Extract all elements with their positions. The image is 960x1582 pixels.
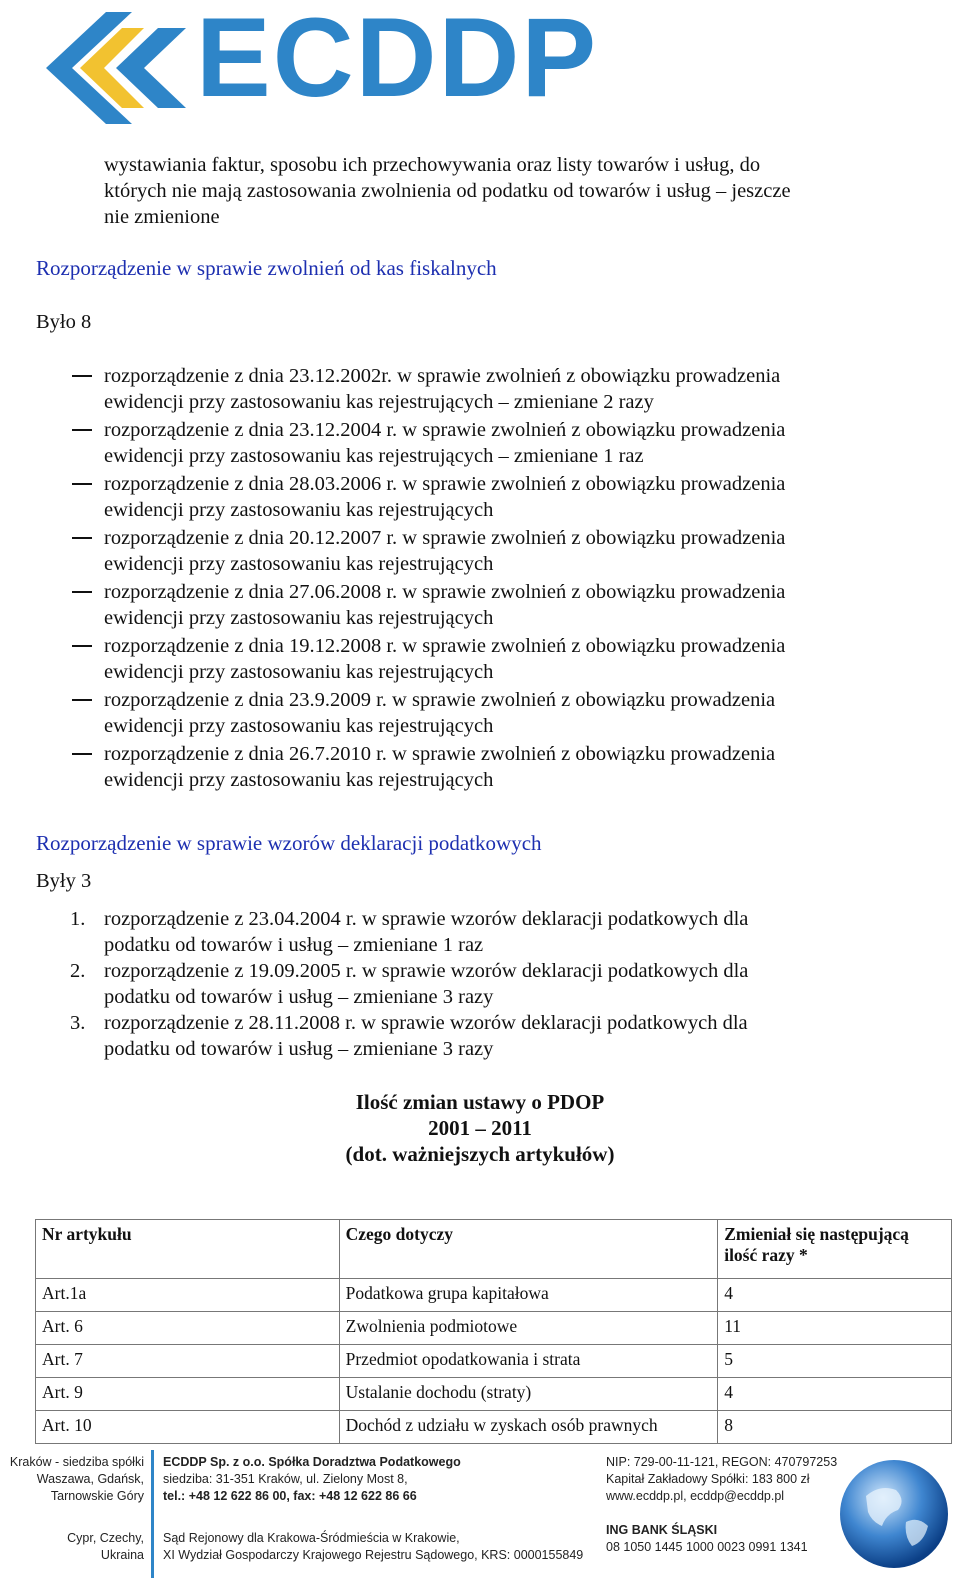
cell-changes: 11	[718, 1312, 952, 1345]
heading-line-1: Ilość zmian ustawy o PDOP	[355, 1090, 605, 1114]
header-subject: Czego dotyczy	[339, 1220, 718, 1279]
list-item	[104, 525, 898, 577]
footer-text: Waszawa, Gdańsk,	[36, 1472, 144, 1486]
section2-title: Rozporządzenie w sprawie wzorów deklaracji podatkowych	[36, 831, 542, 855]
footer-tax-ids	[606, 1454, 837, 1505]
dash-bullet	[72, 753, 92, 755]
list-item-line2: podatku od towarów i usług – zmieniane 1 raz	[104, 934, 484, 956]
table-row	[36, 1411, 952, 1444]
list-item	[104, 633, 898, 685]
cell-subject: Podatkowa grupa kapitałowa	[339, 1279, 718, 1312]
footer-text: tel.: +48 12 622 86 00, fax: +48 12 622 86 66	[163, 1489, 417, 1503]
articles-table	[35, 1219, 952, 1444]
cell-changes: 5	[718, 1345, 952, 1378]
list-item-line2: podatku od towarów i usług – zmieniane 3 razy	[104, 986, 494, 1008]
list-item-line1: rozporządzenie z dnia 23.12.2004 r. w sprawie zwolnień z obowiązku prowadzenia	[104, 419, 786, 441]
list-item-line2: ewidencji przy zastosowaniu kas rejestrujących	[104, 553, 494, 575]
footer-text: Sąd Rejonowy dla Krakowa-Śródmieścia w Krakowie,	[163, 1531, 460, 1545]
list-item	[104, 687, 898, 739]
footer-text: ECDDP Sp. z o.o. Spółka Doradztwa Podatkowego	[163, 1455, 461, 1469]
list-number: 2.	[70, 960, 86, 982]
list-number: 1.	[70, 908, 86, 930]
cell-subject: Ustalanie dochodu (straty)	[339, 1378, 718, 1411]
page-footer	[0, 1444, 960, 1582]
list-item-line2: ewidencji przy zastosowaniu kas rejestrujących	[104, 607, 494, 629]
footer-text: ING BANK ŚLĄSKI	[606, 1523, 718, 1537]
footer-divider	[151, 1450, 154, 1578]
section1-title: Rozporządzenie w sprawie zwolnień od kas fiskalnych	[36, 256, 497, 280]
list-item-line1: rozporządzenie z dnia 19.12.2008 r. w sprawie zwolnień z obowiązku prowadzenia	[104, 635, 786, 657]
list-item-line1: rozporządzenie z dnia 28.03.2006 r. w sprawie zwolnień z obowiązku prowadzenia	[104, 473, 786, 495]
dash-bullet	[72, 375, 92, 377]
logo-text: ECDDP	[196, 0, 599, 120]
heading-line-3: (dot. ważniejszych artykułów)	[345, 1142, 615, 1166]
cell-changes: 4	[718, 1279, 952, 1312]
footer-text: Ukraina	[100, 1548, 144, 1562]
list-item-line2: ewidencji przy zastosowaniu kas rejestrujących	[104, 499, 494, 521]
footer-registry	[163, 1530, 583, 1564]
globe-icon	[836, 1456, 952, 1572]
cell-article: Art. 10	[36, 1411, 340, 1444]
table-row	[36, 1345, 952, 1378]
dash-bullet	[72, 699, 92, 701]
list-item-line1: rozporządzenie z 23.04.2004 r. w sprawie wzorów deklaracji podatkowych dla	[104, 908, 749, 930]
cell-changes: 8	[718, 1411, 952, 1444]
list-item-line2: ewidencji przy zastosowaniu kas rejestrujących	[104, 715, 494, 737]
list-item	[104, 363, 898, 415]
cell-changes: 4	[718, 1378, 952, 1411]
footer-text: www.ecddp.pl, ecddp@ecddp.pl	[606, 1489, 785, 1503]
dash-bullet	[72, 537, 92, 539]
list-item	[104, 906, 898, 958]
dash-bullet	[72, 429, 92, 431]
dash-bullet	[72, 483, 92, 485]
footer-text: XI Wydział Gospodarczy Krajowego Rejestru Sądowego, KRS: 0000155849	[163, 1548, 584, 1562]
list-item	[104, 741, 898, 793]
cell-article: Art.1a	[36, 1279, 340, 1312]
footer-text: Kapitał Zakładowy Spółki: 183 800 zł	[606, 1472, 810, 1486]
logo-diamond-icon	[36, 6, 196, 124]
intro-line-1: wystawiania faktur, sposobu ich przechowywania oraz listy towarów i usług, do	[104, 154, 761, 176]
header-changes: Zmieniał się następującą ilość razy *	[718, 1220, 952, 1279]
footer-text: NIP: 729-00-11-121, REGON: 470797253	[606, 1455, 838, 1469]
list-item-line2: podatku od towarów i usług – zmieniane 3 razy	[104, 1038, 494, 1060]
list-item-line1: rozporządzenie z dnia 26.7.2010 r. w sprawie zwolnień z obowiązku prowadzenia	[104, 743, 776, 765]
list-item-line2: ewidencji przy zastosowaniu kas rejestrujących	[104, 769, 494, 791]
header-article: Nr artykułu	[36, 1220, 340, 1279]
cell-article: Art. 7	[36, 1345, 340, 1378]
section2-count: Były 3	[36, 870, 92, 892]
list-item-line1: rozporządzenie z dnia 27.06.2008 r. w sprawie zwolnień z obowiązku prowadzenia	[104, 581, 786, 603]
dash-bullet	[72, 645, 92, 647]
list-item	[104, 958, 898, 1010]
footer-company	[163, 1454, 461, 1505]
cell-article: Art. 9	[36, 1378, 340, 1411]
table-row	[36, 1279, 952, 1312]
table-header-row	[36, 1220, 952, 1279]
list-number: 3.	[70, 1012, 86, 1034]
list-item-line2: ewidencji przy zastosowaniu kas rejestrujących	[104, 661, 494, 683]
list-item	[104, 579, 898, 631]
footer-text: 08 1050 1445 1000 0023 0991 1341	[606, 1540, 808, 1554]
heading-line-2: 2001 – 2011	[428, 1116, 532, 1140]
section1-count: Było 8	[36, 311, 92, 333]
footer-text: Tarnowskie Góry	[50, 1489, 144, 1503]
footer-text: Cypr, Czechy,	[67, 1531, 144, 1545]
cell-article: Art. 6	[36, 1312, 340, 1345]
list-item-line1: rozporządzenie z dnia 20.12.2007 r. w sprawie zwolnień z obowiązku prowadzenia	[104, 527, 786, 549]
table-row	[36, 1312, 952, 1345]
dash-bullet	[72, 591, 92, 593]
list-item-line2: ewidencji przy zastosowaniu kas rejestrujących – zmieniane 1 raz	[104, 445, 644, 467]
intro-line-3: nie zmienione	[104, 206, 220, 228]
cell-subject: Dochód z udziału w zyskach osób prawnych	[339, 1411, 718, 1444]
list-item-line2: ewidencji przy zastosowaniu kas rejestrujących – zmieniane 2 razy	[104, 391, 654, 413]
list-item	[104, 1010, 898, 1062]
footer-bank	[606, 1522, 808, 1556]
ecddp-logo	[36, 0, 599, 124]
list-item-line1: rozporządzenie z dnia 23.9.2009 r. w sprawie zwolnień z obowiązku prowadzenia	[104, 689, 776, 711]
list-item	[104, 471, 898, 523]
list-item-line1: rozporządzenie z dnia 23.12.2002r. w sprawie zwolnień z obowiązku prowadzenia	[104, 365, 781, 387]
table-row	[36, 1378, 952, 1411]
cell-subject: Zwolnienia podmiotowe	[339, 1312, 718, 1345]
list-item-line1: rozporządzenie z 19.09.2005 r. w sprawie wzorów deklaracji podatkowych dla	[104, 960, 749, 982]
footer-offices	[4, 1454, 144, 1505]
list-item-line1: rozporządzenie z 28.11.2008 r. w sprawie wzorów deklaracji podatkowych dla	[104, 1012, 748, 1034]
footer-text: siedziba: 31-351 Kraków, ul. Zielony Most 8,	[163, 1472, 408, 1486]
cell-subject: Przedmiot opodatkowania i strata	[339, 1345, 718, 1378]
footer-text: Kraków - siedziba spółki	[9, 1455, 144, 1469]
list-item	[104, 417, 898, 469]
footer-foreign-offices	[4, 1530, 144, 1564]
intro-line-2: których nie mają zastosowania zwolnienia od podatku od towarów i usług – jeszcze	[104, 180, 791, 202]
